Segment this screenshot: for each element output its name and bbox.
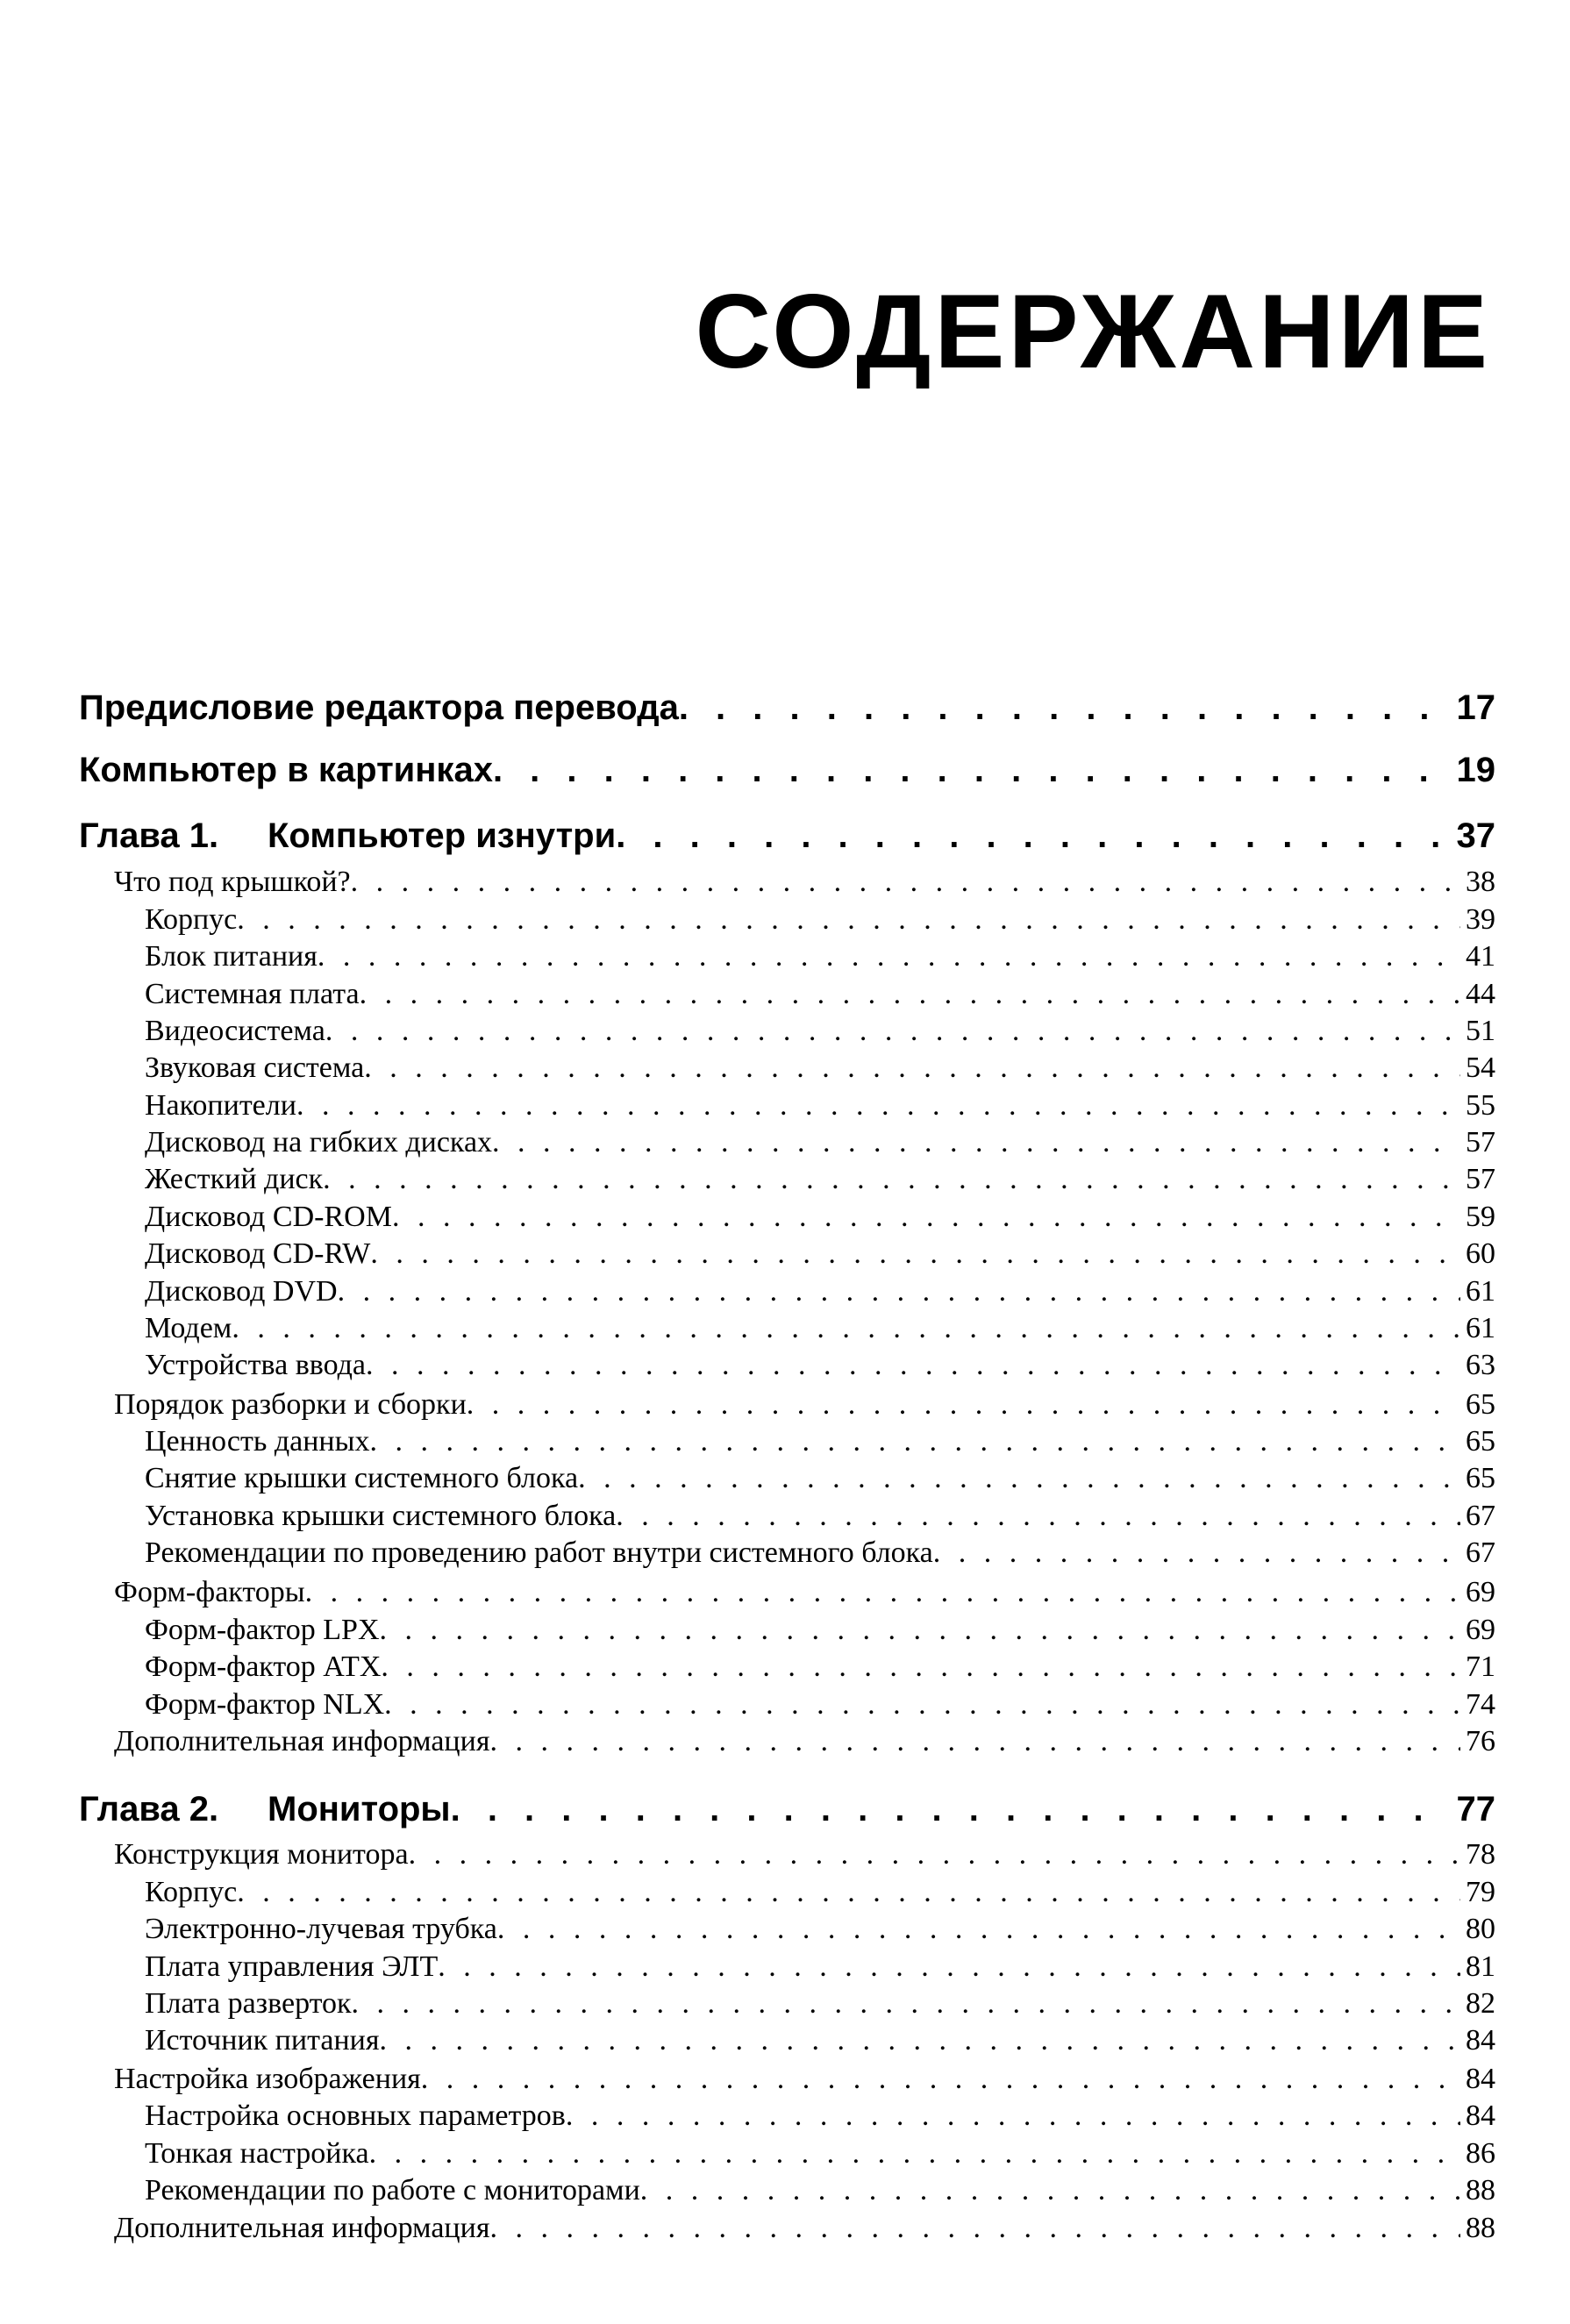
dot-leader	[323, 1161, 1460, 1198]
toc-subsection-entry[interactable]	[79, 2022, 1495, 2059]
dot-leader	[616, 1498, 1460, 1535]
toc-entry-title	[114, 2061, 421, 2098]
dot-leader	[369, 2135, 1460, 2172]
toc-entry-text: Тонкая настройка	[145, 2137, 369, 2170]
toc-page-number: 19	[1456, 751, 1495, 789]
toc-subsection-entry[interactable]	[79, 1161, 1495, 1198]
dot-leader	[438, 1949, 1460, 1985]
toc-entry-title	[145, 1050, 364, 1087]
toc-entry-title	[79, 686, 679, 730]
toc-chapter-number: Глава 2.	[79, 1790, 219, 1829]
toc-section-entry[interactable]	[79, 1836, 1495, 1873]
toc-subsection-entry[interactable]	[79, 1347, 1495, 1384]
toc-subsection-entry[interactable]	[79, 2098, 1495, 2135]
toc-entry-text: Устройства ввода	[145, 1349, 366, 1381]
dot-leader	[640, 2172, 1460, 2209]
toc-entry-text: Дисковод DVD	[145, 1275, 338, 1308]
toc-page-number: 69	[1466, 1576, 1495, 1608]
toc-entry-title	[114, 1836, 409, 1873]
toc-entry-title	[145, 1423, 369, 1460]
toc-chapter-entry[interactable]	[79, 748, 1495, 792]
toc-subsection-entry[interactable]	[79, 2135, 1495, 2172]
toc-entry-title	[145, 1535, 933, 1572]
toc-page-number: 81	[1466, 1950, 1495, 1983]
toc-section-entry[interactable]	[79, 2210, 1495, 2247]
toc-entry-text: Форм-фактор LPX	[145, 1614, 380, 1646]
toc-page-number: 77	[1456, 1790, 1495, 1829]
dot-leader	[392, 1199, 1460, 1236]
toc-subsection-entry[interactable]	[79, 1874, 1495, 1911]
toc-entry-title	[114, 864, 351, 901]
toc-page-number: 79	[1466, 1876, 1495, 1908]
toc-page-number: 78	[1466, 1838, 1495, 1871]
dot-leader	[237, 1874, 1460, 1911]
toc-entry-text: Форм-фактор NLX	[145, 1688, 385, 1721]
dot-leader	[497, 1911, 1460, 1948]
toc-page-number: 51	[1466, 1015, 1495, 1047]
dot-leader	[318, 938, 1460, 975]
toc-page-number: 65	[1466, 1462, 1495, 1494]
page-title: СОДЕРЖАНИЕ	[695, 273, 1491, 390]
toc-page-number: 67	[1466, 1500, 1495, 1532]
dot-leader	[933, 1535, 1460, 1572]
dot-leader	[232, 1310, 1460, 1347]
toc-entry-text: Звуковая система	[145, 1052, 365, 1084]
toc-entry-title	[114, 1387, 467, 1423]
toc-page-number: 69	[1466, 1614, 1495, 1646]
toc-chapter-number: Глава 1.	[79, 816, 219, 855]
toc-entry-title	[79, 814, 616, 858]
dot-leader	[351, 864, 1460, 901]
toc-entry-text: Порядок разборки и сборки	[114, 1388, 467, 1421]
toc-entry-text: Настройка основных параметров	[145, 2099, 566, 2132]
toc-page-number: 38	[1466, 866, 1495, 898]
toc-entry-text: Дисковод CD-ROM	[145, 1201, 392, 1233]
toc-entry-title	[145, 1161, 323, 1198]
toc-page-number: 59	[1466, 1201, 1495, 1233]
dot-leader	[296, 1087, 1460, 1124]
toc-section-entry[interactable]	[79, 2061, 1495, 2098]
toc-page-number: 88	[1466, 2212, 1495, 2244]
toc-page-number: 17	[1456, 688, 1495, 727]
dot-leader	[364, 1050, 1460, 1087]
toc-entry-text: Форм-факторы	[114, 1576, 305, 1608]
dot-leader	[421, 2061, 1460, 2098]
toc-entry-text: Блок питания	[145, 940, 318, 973]
toc-entry-title	[145, 1498, 616, 1535]
toc-entry-text: Источник питания	[145, 2024, 380, 2057]
toc-page-number: 86	[1466, 2137, 1495, 2170]
toc-entry-title	[145, 1124, 492, 1161]
dot-leader	[492, 1124, 1460, 1161]
toc-subsection-entry[interactable]	[79, 1013, 1495, 1050]
toc-page-number: 71	[1466, 1650, 1495, 1683]
toc-entry-title	[145, 1310, 232, 1347]
dot-leader	[370, 1236, 1460, 1272]
toc-subsection-entry[interactable]	[79, 1124, 1495, 1161]
toc-page-number: 76	[1466, 1725, 1495, 1757]
dot-leader	[493, 748, 1452, 792]
dot-leader	[578, 1460, 1460, 1497]
toc-entry-title	[79, 748, 493, 792]
toc-subsection-entry[interactable]	[79, 1273, 1495, 1310]
dot-leader	[384, 1686, 1460, 1723]
toc-entry-text: Плата управления ЭЛТ	[145, 1950, 439, 1983]
toc-entry-title	[145, 976, 360, 1013]
toc-subsection-entry[interactable]	[79, 1310, 1495, 1347]
toc-page-number: 74	[1466, 1688, 1495, 1721]
toc-subsection-entry[interactable]	[79, 1050, 1495, 1087]
toc-entry-title	[145, 1199, 392, 1236]
toc-page-number: 41	[1466, 940, 1495, 973]
toc-page-number: 84	[1466, 2063, 1495, 2095]
toc-entry-text: Что под крышкой?	[114, 866, 351, 898]
toc-entry-text: Конструкция монитора	[114, 1838, 409, 1871]
toc-page-number: 82	[1466, 1987, 1495, 2020]
toc-entry-text: Дополнительная информация	[114, 1725, 490, 1757]
toc-entry-title	[145, 1612, 380, 1649]
toc-section-entry[interactable]	[79, 1723, 1495, 1760]
toc-entry-text: Компьютер изнутри	[268, 816, 617, 855]
toc-entry-text: Рекомендации по проведению работ внутри системного блока	[145, 1536, 933, 1569]
toc-entry-text: Корпус	[145, 1876, 238, 1908]
dot-leader	[566, 2098, 1460, 2135]
toc-entry-title	[145, 1347, 366, 1384]
toc-page-number: 65	[1466, 1425, 1495, 1458]
toc-page-number: 80	[1466, 1913, 1495, 1945]
toc-subsection-entry[interactable]	[79, 976, 1495, 1013]
toc-entry-title	[145, 902, 237, 938]
dot-leader	[679, 686, 1452, 730]
toc-entry-title	[145, 1686, 384, 1723]
toc-entry-title	[79, 1787, 451, 1831]
toc-entry-title	[145, 1087, 296, 1124]
toc-entry-text: Системная плата	[145, 978, 360, 1010]
toc-entry-text: Мониторы	[268, 1790, 451, 1829]
dot-leader	[489, 1723, 1460, 1760]
toc-entry-title	[114, 1574, 305, 1611]
toc-entry-text: Накопители	[145, 1089, 296, 1122]
dot-leader	[305, 1574, 1460, 1611]
toc-subsection-entry[interactable]	[79, 1460, 1495, 1497]
toc-subsection-entry[interactable]	[79, 902, 1495, 938]
dot-leader	[409, 1836, 1460, 1873]
toc-subsection-entry[interactable]	[79, 1649, 1495, 1686]
toc-chapter-entry[interactable]	[79, 814, 1495, 858]
toc-page-number: 61	[1466, 1275, 1495, 1308]
toc-entry-text: Дополнительная информация	[114, 2212, 490, 2244]
toc-entry-text: Снятие крышки системного блока	[145, 1462, 579, 1494]
dot-leader	[369, 1423, 1460, 1460]
toc-subsection-entry[interactable]	[79, 1911, 1495, 1948]
toc-subsection-entry[interactable]	[79, 1199, 1495, 1236]
toc-page-number: 65	[1466, 1388, 1495, 1421]
toc-subsection-entry[interactable]	[79, 1949, 1495, 1985]
toc-entry-text: Дисковод на гибких дисках	[145, 1126, 493, 1158]
toc-entry-title	[145, 2172, 640, 2209]
toc-page-number: 63	[1466, 1349, 1495, 1381]
dot-leader	[379, 2022, 1460, 2059]
toc-subsection-entry[interactable]	[79, 1498, 1495, 1535]
toc-entry-title	[145, 1460, 578, 1497]
toc-page-number: 54	[1466, 1052, 1495, 1084]
toc-subsection-entry[interactable]	[79, 1686, 1495, 1723]
toc-entry-text: Модем	[145, 1312, 232, 1344]
toc-subsection-entry[interactable]	[79, 1087, 1495, 1124]
toc-entry-text: Жесткий диск	[145, 1163, 324, 1195]
toc-chapter-entry[interactable]	[79, 686, 1495, 730]
dot-leader	[616, 814, 1451, 858]
toc-page-number: 44	[1466, 978, 1495, 1010]
toc-entry-text: Электронно-лучевая трубка	[145, 1913, 497, 1945]
toc-page-number: 61	[1466, 1312, 1495, 1344]
dot-leader	[381, 1649, 1460, 1686]
dot-leader	[338, 1273, 1460, 1310]
dot-leader	[366, 1347, 1460, 1384]
toc-entry-title	[145, 1236, 370, 1272]
toc-entry-title	[145, 1649, 381, 1686]
toc-entry-text: Предисловие редактора перевода	[79, 688, 679, 727]
toc-entry-title	[145, 1273, 338, 1310]
toc-subsection-entry[interactable]	[79, 1423, 1495, 1460]
toc-entry-title	[145, 938, 318, 975]
dot-leader	[380, 1612, 1460, 1649]
toc-page-number: 60	[1466, 1237, 1495, 1270]
dot-leader	[325, 1013, 1460, 1050]
toc-entry-text: Дисковод CD-RW	[145, 1237, 371, 1270]
toc-entry-text: Ценность данных	[145, 1425, 370, 1458]
toc-entry-title	[114, 2210, 489, 2247]
dot-leader	[360, 976, 1460, 1013]
dot-leader	[489, 2210, 1460, 2247]
toc-entry-title	[145, 1874, 237, 1911]
dot-leader	[352, 1985, 1460, 2022]
toc-page-number: 57	[1466, 1126, 1495, 1158]
toc-subsection-entry[interactable]	[79, 1535, 1495, 1572]
toc-subsection-entry[interactable]	[79, 1985, 1495, 2022]
toc-page-number: 39	[1466, 903, 1495, 936]
toc-entry-title	[145, 1013, 325, 1050]
toc-entry-title	[145, 2022, 379, 2059]
toc-section-entry[interactable]	[79, 1574, 1495, 1611]
toc-page-number: 57	[1466, 1163, 1495, 1195]
toc-page-number: 55	[1466, 1089, 1495, 1122]
toc-entry-text: Плата разверток	[145, 1987, 352, 2020]
toc-entry-text: Корпус	[145, 903, 238, 936]
toc-entry-title	[145, 1949, 438, 1985]
toc-page-number: 84	[1466, 2024, 1495, 2057]
toc-section-entry[interactable]	[79, 864, 1495, 901]
toc-entry-text: Видеосистема	[145, 1015, 325, 1047]
toc-page-number: 37	[1456, 816, 1495, 855]
toc-subsection-entry[interactable]	[79, 2172, 1495, 2209]
dot-leader	[467, 1387, 1460, 1423]
toc-section-entry[interactable]	[79, 1387, 1495, 1423]
toc-page-number: 84	[1466, 2099, 1495, 2132]
toc-page-number: 88	[1466, 2174, 1495, 2206]
toc-chapter-entry[interactable]	[79, 1787, 1495, 1831]
toc-page-number: 67	[1466, 1536, 1495, 1569]
toc-entry-text: Компьютер в картинках	[79, 751, 493, 789]
toc-entry-title	[114, 1723, 489, 1760]
toc-entry-title	[145, 2098, 566, 2135]
toc-entry-text: Установка крышки системного блока	[145, 1500, 617, 1532]
toc-entry-text: Форм-фактор ATX	[145, 1650, 382, 1683]
dot-leader	[237, 902, 1460, 938]
toc-entry-text: Настройка изображения	[114, 2063, 421, 2095]
toc-entry-title	[145, 2135, 369, 2172]
toc-subsection-entry[interactable]	[79, 1236, 1495, 1272]
toc-entry-title	[145, 1911, 497, 1948]
toc-entry-text: Рекомендации по работе с мониторами	[145, 2174, 640, 2206]
dot-leader	[451, 1787, 1452, 1831]
toc-entry-title	[145, 1985, 352, 2022]
toc-subsection-entry[interactable]	[79, 1612, 1495, 1649]
toc-subsection-entry[interactable]	[79, 938, 1495, 975]
